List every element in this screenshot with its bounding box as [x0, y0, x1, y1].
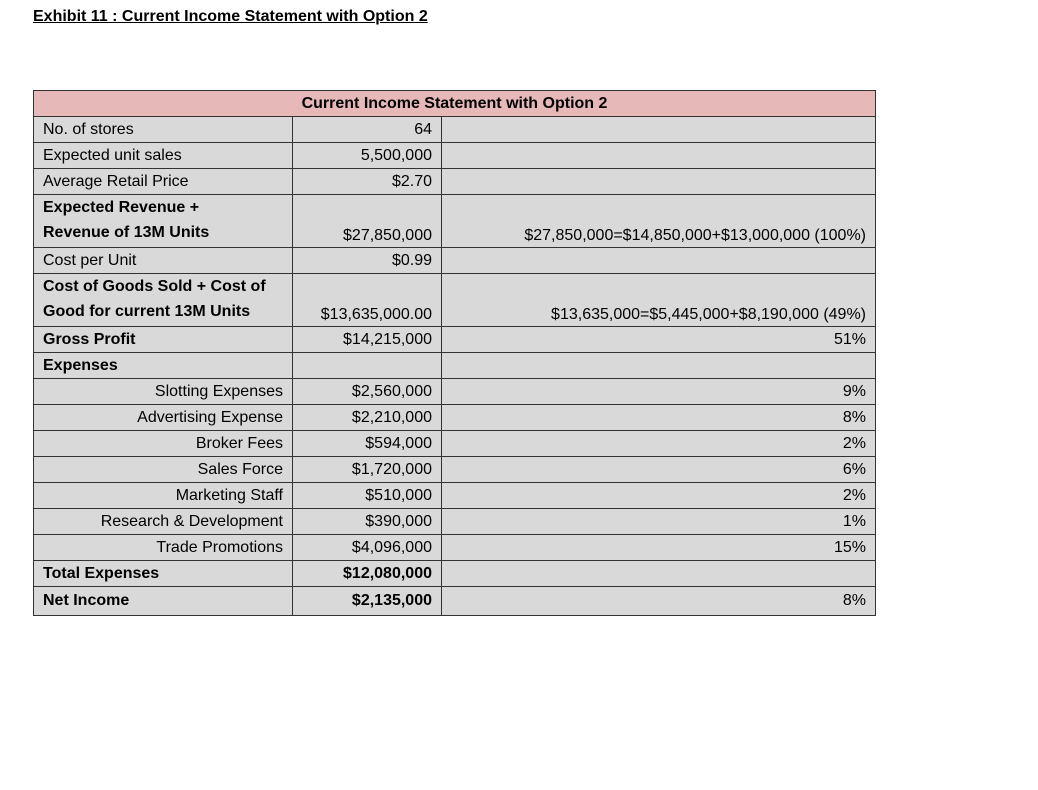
row-note [442, 143, 876, 169]
row-value [293, 353, 442, 379]
row-value: $2,135,000 [293, 587, 442, 616]
row-label: Net Income [34, 587, 293, 616]
table-row [34, 535, 876, 561]
row-label: Total Expenses [34, 561, 293, 587]
row-value: $594,000 [293, 431, 442, 457]
row-label: Research & Development [34, 509, 293, 535]
row-label-line1: Cost of Goods Sold + Cost of [43, 278, 266, 295]
row-note: 6% [442, 457, 876, 483]
row-label [34, 274, 293, 327]
row-value: $2,210,000 [293, 405, 442, 431]
row-label-line1: Expected Revenue + [43, 199, 200, 216]
table-row [34, 117, 876, 143]
row-label: Marketing Staff [34, 483, 293, 509]
row-note: 2% [442, 483, 876, 509]
row-label: Broker Fees [34, 431, 293, 457]
table-row [34, 274, 876, 327]
row-note: 2% [442, 431, 876, 457]
row-note: $27,850,000=$14,850,000+$13,000,000 (100%) [442, 195, 876, 248]
row-note [442, 561, 876, 587]
table-row [34, 431, 876, 457]
row-note: 8% [442, 587, 876, 616]
row-value: $2.70 [293, 169, 442, 195]
table-row [34, 195, 876, 248]
table-row [34, 353, 876, 379]
row-label: Cost per Unit [34, 248, 293, 274]
table-row [34, 587, 876, 616]
row-note: 8% [442, 405, 876, 431]
row-value: $27,850,000 [293, 195, 442, 248]
row-note: $13,635,000=$5,445,000+$8,190,000 (49%) [442, 274, 876, 327]
table-row [34, 143, 876, 169]
row-value: $4,096,000 [293, 535, 442, 561]
row-value: 64 [293, 117, 442, 143]
table-row [34, 483, 876, 509]
row-value: $510,000 [293, 483, 442, 509]
row-note: 9% [442, 379, 876, 405]
row-note [442, 169, 876, 195]
row-note [442, 353, 876, 379]
table-row [34, 405, 876, 431]
row-label: Expected unit sales [34, 143, 293, 169]
table-header-row [34, 91, 876, 117]
row-note: 15% [442, 535, 876, 561]
row-note: 1% [442, 509, 876, 535]
row-label: Advertising Expense [34, 405, 293, 431]
row-value: $1,720,000 [293, 457, 442, 483]
row-label: No. of stores [34, 117, 293, 143]
row-label: Slotting Expenses [34, 379, 293, 405]
row-note [442, 117, 876, 143]
row-label [34, 195, 293, 248]
table-row [34, 457, 876, 483]
row-value: $14,215,000 [293, 327, 442, 353]
row-value: $390,000 [293, 509, 442, 535]
table-row [34, 379, 876, 405]
row-value: $12,080,000 [293, 561, 442, 587]
income-statement-table [33, 90, 876, 616]
table-row [34, 169, 876, 195]
table-header: Current Income Statement with Option 2 [34, 91, 876, 117]
table-row [34, 327, 876, 353]
row-value: $13,635,000.00 [293, 274, 442, 327]
exhibit-title: Exhibit 11 : Current Income Statement with Option 2 [33, 8, 428, 25]
row-value: $2,560,000 [293, 379, 442, 405]
row-label: Sales Force [34, 457, 293, 483]
row-note: 51% [442, 327, 876, 353]
row-label: Gross Profit [34, 327, 293, 353]
row-value: 5,500,000 [293, 143, 442, 169]
row-label: Average Retail Price [34, 169, 293, 195]
table-row [34, 561, 876, 587]
row-note [442, 248, 876, 274]
table-row [34, 248, 876, 274]
row-value: $0.99 [293, 248, 442, 274]
table-row [34, 509, 876, 535]
row-label: Expenses [34, 353, 293, 379]
row-label-line2: Revenue of 13M Units [43, 224, 210, 241]
row-label-line2: Good for current 13M Units [43, 303, 251, 320]
row-label: Trade Promotions [34, 535, 293, 561]
